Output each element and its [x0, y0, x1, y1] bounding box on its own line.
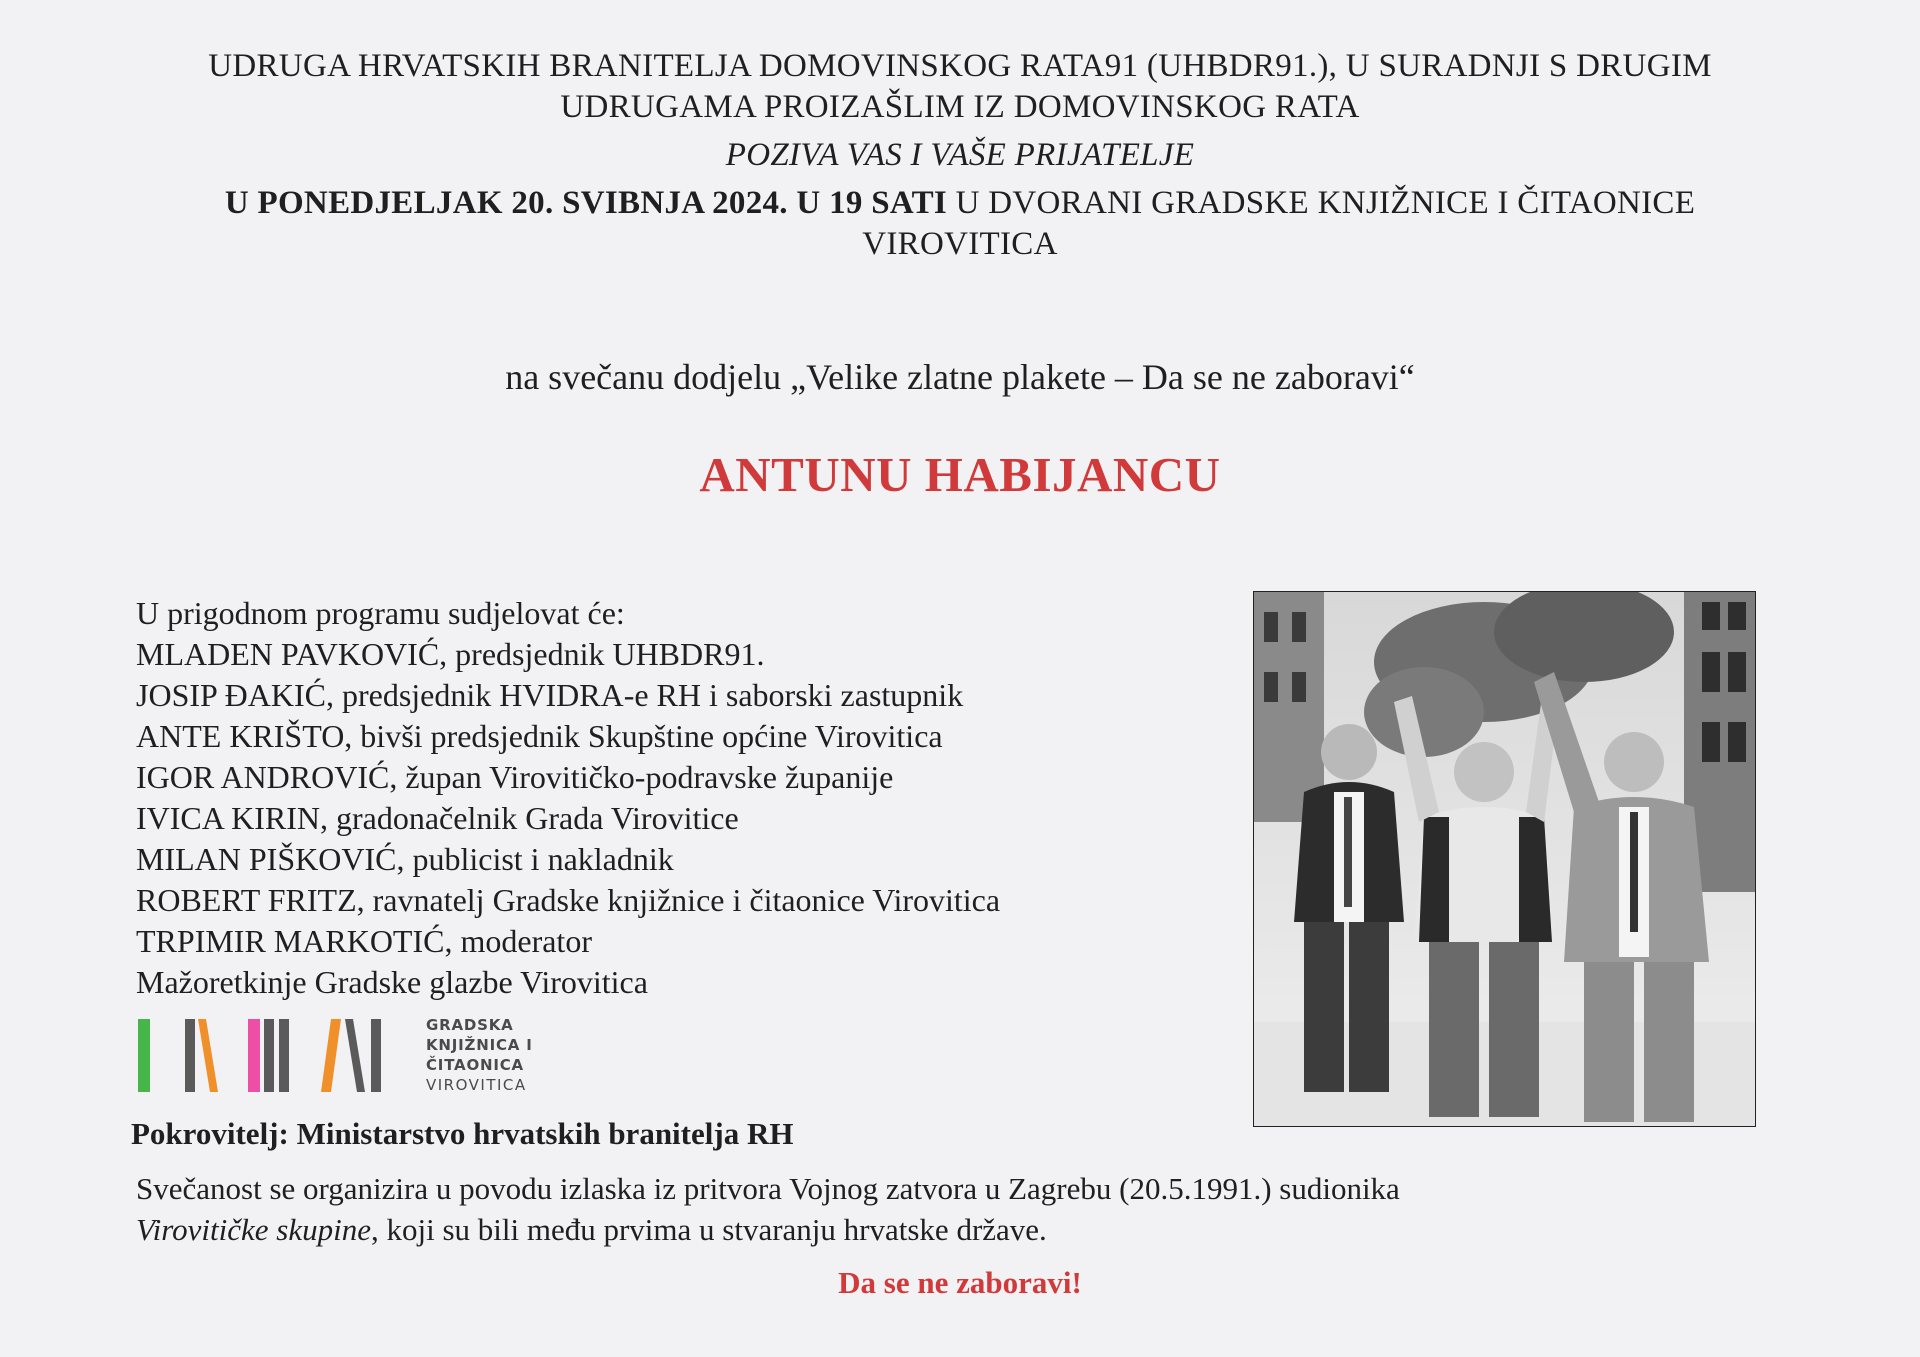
event-datetime: U PONEDJELJAK 20. SVIBNJA 2024. U 19 SATI: [224, 185, 948, 221]
note-line-2-rest: , koji su bili među prvima u stvaranju hrvatske države.: [370, 1212, 1047, 1247]
sponsor-line: Pokrovitelj: Ministarstvo hrvatskih branitelja RH: [131, 1116, 794, 1151]
occasion-note: [136, 1168, 1816, 1250]
organizer-line-2: UDRUGAMA PROIZAŠLIM IZ DOMOVINSKOG RATA: [560, 89, 1360, 125]
program-list: [136, 593, 1196, 1003]
note-line-2: [136, 1209, 1816, 1250]
organizer-line-1: UDRUGA HRVATSKIH BRANITELJA DOMOVINSKOG RATA91 (UHBDR91.), U SURADNJI S DRUGIM: [208, 48, 1712, 84]
group-name: Virovitičke skupine: [136, 1212, 371, 1247]
participant-5: IVICA KIRIN, gradonačelnik Grada Virovitice: [136, 800, 739, 836]
invite-line: POZIVA VAS I VAŠE PRIJATELJE: [725, 137, 1195, 173]
event-datetime-location: [120, 183, 1800, 224]
participant-9: Mažoretkinje Gradske glazbe Virovitica: [136, 964, 648, 1000]
library-logo-mark: [138, 1012, 408, 1092]
note-line-1: Svečanost se organizira u povodu izlaska iz pritvora Vojnog zatvora u Zagrebu (20.5.1991.) sudionika: [136, 1171, 1400, 1206]
participant-1: MLADEN PAVKOVIĆ, predsjednik UHBDR91.: [136, 636, 765, 672]
historical-photo: [1253, 591, 1756, 1127]
participant-2: JOSIP ĐAKIĆ, predsjednik HVIDRA-e RH i saborski zastupnik: [136, 677, 964, 713]
closing-slogan: Da se ne zaboravi!: [838, 1265, 1082, 1300]
participant-3: ANTE KRIŠTO, bivši predsjednik Skupštine općine Virovitica: [136, 718, 943, 754]
participant-8: TRPIMIR MARKOTIĆ, moderator: [136, 923, 592, 959]
invitation-header: [120, 46, 1800, 265]
occasion-text: na svečanu dodjelu „Velike zlatne plakete – Da se ne zaboravi“: [505, 357, 1415, 397]
participant-4: IGOR ANDROVIĆ, župan Virovitičko-podravske županije: [136, 759, 894, 795]
participant-6: MILAN PIŠKOVIĆ, publicist i nakladnik: [136, 841, 674, 877]
participant-7: ROBERT FRITZ, ravnatelj Gradske knjižnice i čitaonice Virovitica: [136, 882, 1001, 918]
library-logo: [138, 1012, 538, 1097]
photo-illustration: [1254, 592, 1755, 1126]
event-city: VIROVITICA: [862, 226, 1058, 262]
event-location: U DVORANI GRADSKE KNJIŽNICE I ČITAONICE: [947, 185, 1696, 221]
library-logo-text: GRADSKA KNJIŽNICA I ČITAONICA VIROVITICA: [426, 1016, 533, 1094]
honoree-name: ANTUNU HABIJANCU: [699, 447, 1221, 502]
program-intro: U prigodnom programu sudjelovat će:: [136, 595, 625, 631]
